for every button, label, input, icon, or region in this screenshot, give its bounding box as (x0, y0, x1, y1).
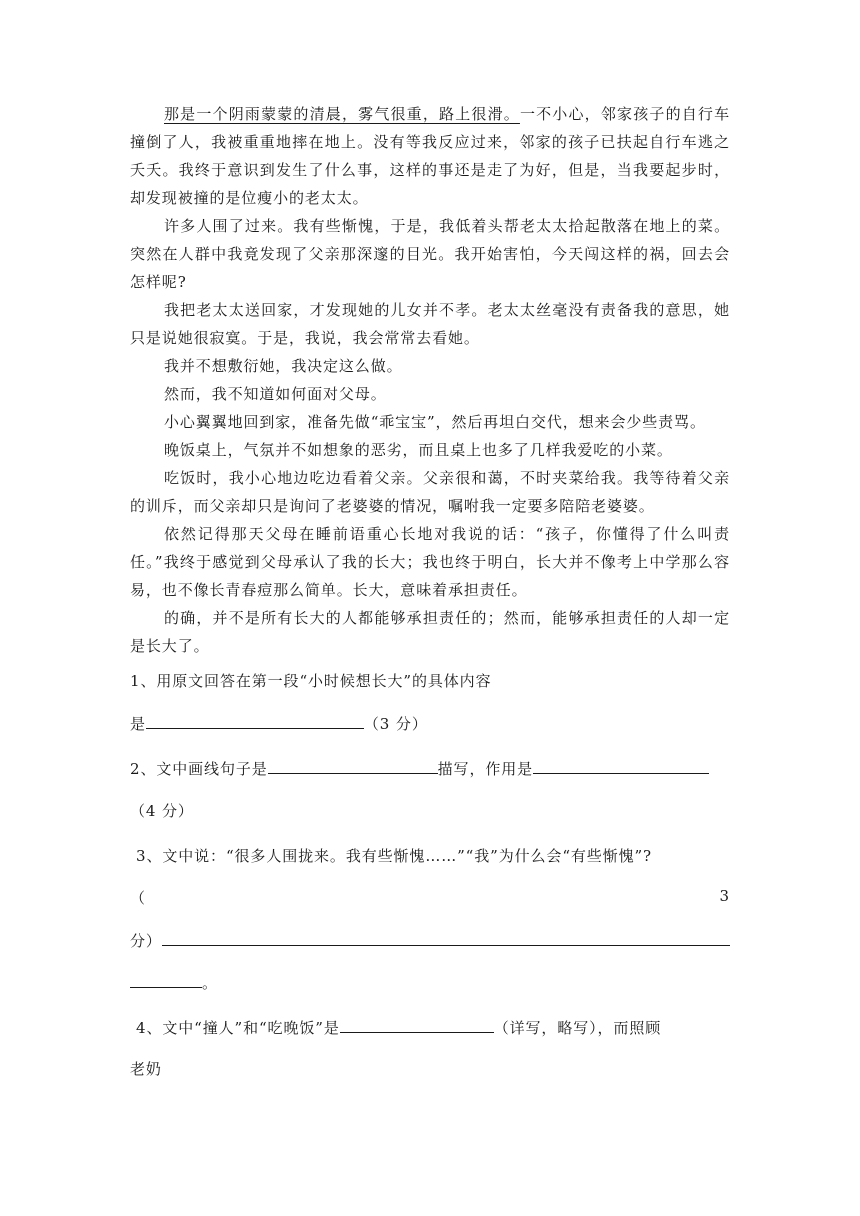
question-3-points-line (130, 887, 730, 908)
question-3-points-number: 3 (719, 887, 730, 905)
paragraph-10: 的确，并不是所有长大的人都能够承担责任的；然而，能够承担责任的人却一定是长大了。 (130, 609, 730, 655)
question-1-answer-line (130, 713, 730, 734)
question-3-close-paren: 分） (130, 932, 162, 950)
question-1-points: （3 分） (363, 715, 428, 733)
paragraph-4: 我并不想敷衍她，我决定这么做。 (164, 357, 403, 375)
question-2-line (130, 758, 730, 779)
paragraph-6: 小心翼翼地回到家，准备先做“乖宝宝”，然后再坦白交代，想来会少些责骂。 (164, 413, 706, 431)
underlined-sentence: 那是一个阴雨蒙蒙的清晨，雾气很重，路上很滑。 (164, 105, 520, 123)
question-3-text: 3、文中说：“很多人围拢来。我有些惭愧……”“我”为什么会“有些惭愧”? (136, 847, 652, 865)
paragraph-3: 我把老太太送回家，才发现她的儿女并不孝。老太太丝毫没有责备我的意思，她只是说她很寂寞。于是，我说，我会常常去看她。 (130, 301, 730, 347)
question-1-blank[interactable] (146, 713, 364, 729)
question-3-blank-2[interactable] (130, 972, 202, 988)
question-3-blank-1[interactable] (162, 930, 730, 946)
question-3-answer-line-2 (130, 972, 730, 993)
question-3-open-paren: （ (130, 889, 146, 907)
paragraph-2: 许多人围了过来。我有些惭愧，于是，我低着头帮老太太拾起散落在地上的菜。突然在人群中我竟发现了父亲那深邃的目光。我开始害怕，今天闯这样的祸，回去会怎样呢? (130, 217, 730, 291)
reading-passage (130, 100, 730, 660)
question-3-end: 。 (202, 974, 218, 992)
paragraph-5: 然而，我不知道如何面对父母。 (164, 385, 387, 403)
question-2-middle: 描写，作用是 (437, 760, 534, 778)
question-4-blank[interactable] (340, 1017, 494, 1033)
question-4-prefix: 4、文中“撞人”和“吃晚饭”是 (136, 1019, 340, 1037)
question-4-line (136, 1017, 730, 1038)
question-4-suffix: （详写，略写），而照顾 (493, 1019, 662, 1037)
question-2-prefix: 2、文中画线句子是 (130, 760, 268, 778)
paragraph-9: 依然记得那天父母在睡前语重心长地对我说的话：“孩子，你懂得了什么叫责任。”我终于感觉到父母承认了我的长大；我也终于明白，长大并不像考上中学那么容易，也不像长青春痘那么简单。长大，意味着承担责任。 (130, 525, 730, 599)
question-3-answer-line (130, 930, 730, 951)
paragraph-1 (130, 100, 730, 212)
paragraph-1-rest: 一不小心，邻家孩子的自行车撞倒了人，我被重重地摔在地上。没有等我反应过来，邻家的孩子已扶起自行车逃之夭夭。我终于意识到发生了什么事，这样的事还是走了为好，但是，当我要起步时，却发现被撞的是位瘦小的老太太。 (130, 105, 731, 207)
question-4-line-2: 老奶 (130, 1060, 162, 1078)
question-2-points: （4 分） (130, 802, 194, 820)
question-2-blank-1[interactable] (268, 758, 438, 774)
paragraph-8: 吃饭时，我小心地边吃边看着父亲。父亲很和蔼，不时夹菜给我。我等待着父亲的训斥，而父亲却只是询问了老婆婆的情况，嘱咐我一定要多陪陪老婆婆。 (130, 469, 730, 515)
question-2-blank-2[interactable] (533, 758, 709, 774)
question-1-prefix: 是 (130, 715, 146, 733)
paragraph-7: 晚饭桌上，气氛并不如想象的恶劣，而且桌上也多了几样我爱吃的小菜。 (164, 441, 673, 459)
question-1-text: 1、用原文回答在第一段“小时候想长大”的具体内容 (130, 672, 492, 690)
